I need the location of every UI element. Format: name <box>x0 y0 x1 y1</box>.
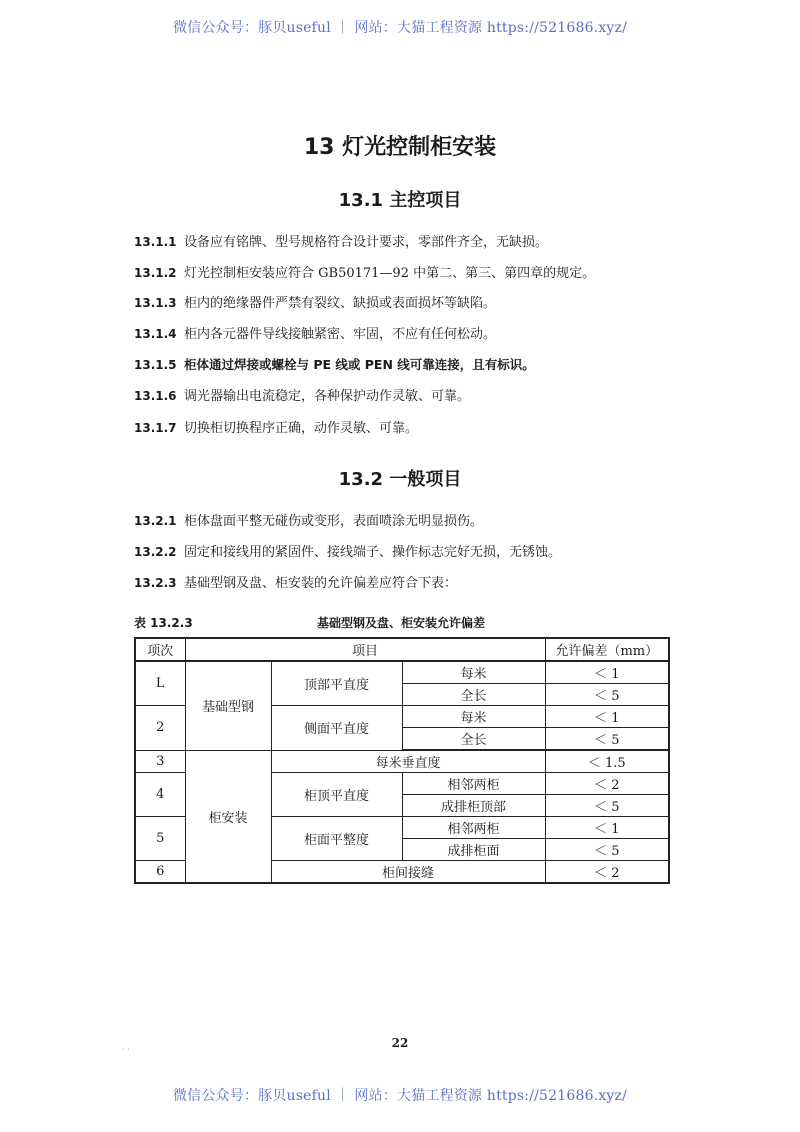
group-cell-cabinet: 柜安装 <box>185 750 271 883</box>
clause-number: 13.2.3 <box>134 576 177 590</box>
subitem-cell: 顶部平直度 <box>271 661 402 706</box>
clause-text: 柜体盘面平整无碰伤或变形，表面喷涂无明显损伤。 <box>184 514 484 529</box>
tolerance-cell: ＜ 5 <box>545 728 669 751</box>
item-no-cell: 6 <box>135 861 185 884</box>
measure-cell: 每米 <box>402 661 545 684</box>
clause-number: 13.2.2 <box>134 545 177 559</box>
measure-cell: 成排柜顶部 <box>402 795 545 817</box>
header-item: 项目 <box>185 638 545 661</box>
measure-cell: 每米 <box>402 706 545 728</box>
tolerance-cell: ＜ 5 <box>545 684 669 706</box>
item-cell: 每米垂直度 <box>271 750 545 773</box>
measure-cell: 相邻两柜 <box>402 817 545 839</box>
tolerance-cell: ＜ 1 <box>545 706 669 728</box>
clause-13-1-1 <box>134 233 694 252</box>
table-header-row <box>135 638 669 661</box>
subitem-cell: 柜面平整度 <box>271 817 402 861</box>
clause-13-1-5 <box>134 356 694 375</box>
tolerance-cell: ＜ 5 <box>545 839 669 861</box>
tolerance-cell: ＜ 1.5 <box>545 750 669 773</box>
chapter-title: 13 灯光控制柜安装 <box>303 135 497 160</box>
clause-text: 调光器输出电流稳定，各种保护动作灵敏、可靠。 <box>184 389 471 404</box>
clause-text: 柜内各元器件导线接触紧密、牢固，不应有任何松动。 <box>184 327 497 342</box>
clause-text: 切换柜切换程序正确，动作灵敏、可靠。 <box>184 421 419 436</box>
table-number: 表 13.2.3 <box>134 616 193 630</box>
clause-number: 13.1.4 <box>134 327 177 341</box>
clause-13-2-2 <box>134 543 694 562</box>
measure-cell: 成排柜面 <box>402 839 545 861</box>
clause-number: 13.1.7 <box>134 421 177 435</box>
tolerance-table <box>134 637 670 884</box>
table-row <box>135 661 669 684</box>
watermark-top: 微信公众号：豚贝useful ｜ 网站：大猫工程资源 https://521686.xyz/ <box>172 20 628 36</box>
tolerance-cell: ＜ 5 <box>545 795 669 817</box>
item-no-cell: L <box>135 661 185 706</box>
clause-13-1-6 <box>134 387 694 406</box>
clause-text: 灯光控制柜安装应符合 GB50171—92 中第二、第三、第四章的规定。 <box>184 266 596 281</box>
table-row <box>135 750 669 773</box>
section-title-13-1: 13.1 主控项目 <box>338 190 462 211</box>
tolerance-cell: ＜ 2 <box>545 773 669 795</box>
scan-specks: · · <box>122 1045 130 1054</box>
clause-number: 13.1.3 <box>134 296 177 310</box>
item-no-cell: 5 <box>135 817 185 861</box>
tolerance-cell: ＜ 2 <box>545 861 669 884</box>
clause-text: 柜内的绝缘器件严禁有裂纹、缺损或表面损坏等缺陷。 <box>184 296 497 311</box>
clause-number: 13.2.1 <box>134 514 177 528</box>
table-title: 基础型钢及盘、柜安装允许偏差 <box>316 616 485 630</box>
item-cell: 柜间接缝 <box>271 861 545 884</box>
measure-cell: 相邻两柜 <box>402 773 545 795</box>
header-tolerance: 允许偏差（mm） <box>545 638 669 661</box>
item-no-cell: 2 <box>135 706 185 751</box>
clause-13-1-3 <box>134 294 694 313</box>
clause-13-1-7 <box>134 419 694 438</box>
clause-text: 基础型钢及盘、柜安装的允许偏差应符合下表： <box>184 576 458 591</box>
measure-cell: 全长 <box>402 684 545 706</box>
item-no-cell: 4 <box>135 773 185 817</box>
header-item-no: 项次 <box>135 638 185 661</box>
section-title-13-2: 13.2 一般项目 <box>338 469 462 490</box>
clause-text: 设备应有铭牌、型号规格符合设计要求，零部件齐全，无缺损。 <box>184 235 549 250</box>
subitem-cell: 柜顶平直度 <box>271 773 402 817</box>
clause-number: 13.1.2 <box>134 266 177 280</box>
clause-13-1-2 <box>134 264 694 283</box>
clause-number: 13.1.5 <box>134 358 177 372</box>
tolerance-cell: ＜ 1 <box>545 817 669 839</box>
clause-number: 13.1.1 <box>134 235 177 249</box>
clause-13-2-1 <box>134 512 694 531</box>
tolerance-cell: ＜ 1 <box>545 661 669 684</box>
clause-text: 固定和接线用的紧固件、接线端子、操作标志完好无损，无锈蚀。 <box>184 545 562 560</box>
watermark-bottom: 微信公众号：豚贝useful ｜ 网站：大猫工程资源 https://521686.xyz/ <box>172 1088 628 1104</box>
clause-number: 13.1.6 <box>134 389 177 403</box>
item-no-cell: 3 <box>135 750 185 773</box>
measure-cell: 全长 <box>402 728 545 751</box>
group-cell-base-steel: 基础型钢 <box>185 661 271 750</box>
clause-13-1-4 <box>134 325 694 344</box>
clause-13-2-3 <box>134 574 694 593</box>
clause-text: 柜体通过焊接或螺栓与 PE 线或 PEN 线可靠连接，且有标识。 <box>184 357 535 372</box>
subitem-cell: 侧面平直度 <box>271 706 402 751</box>
page-number: 22 <box>391 1036 409 1050</box>
